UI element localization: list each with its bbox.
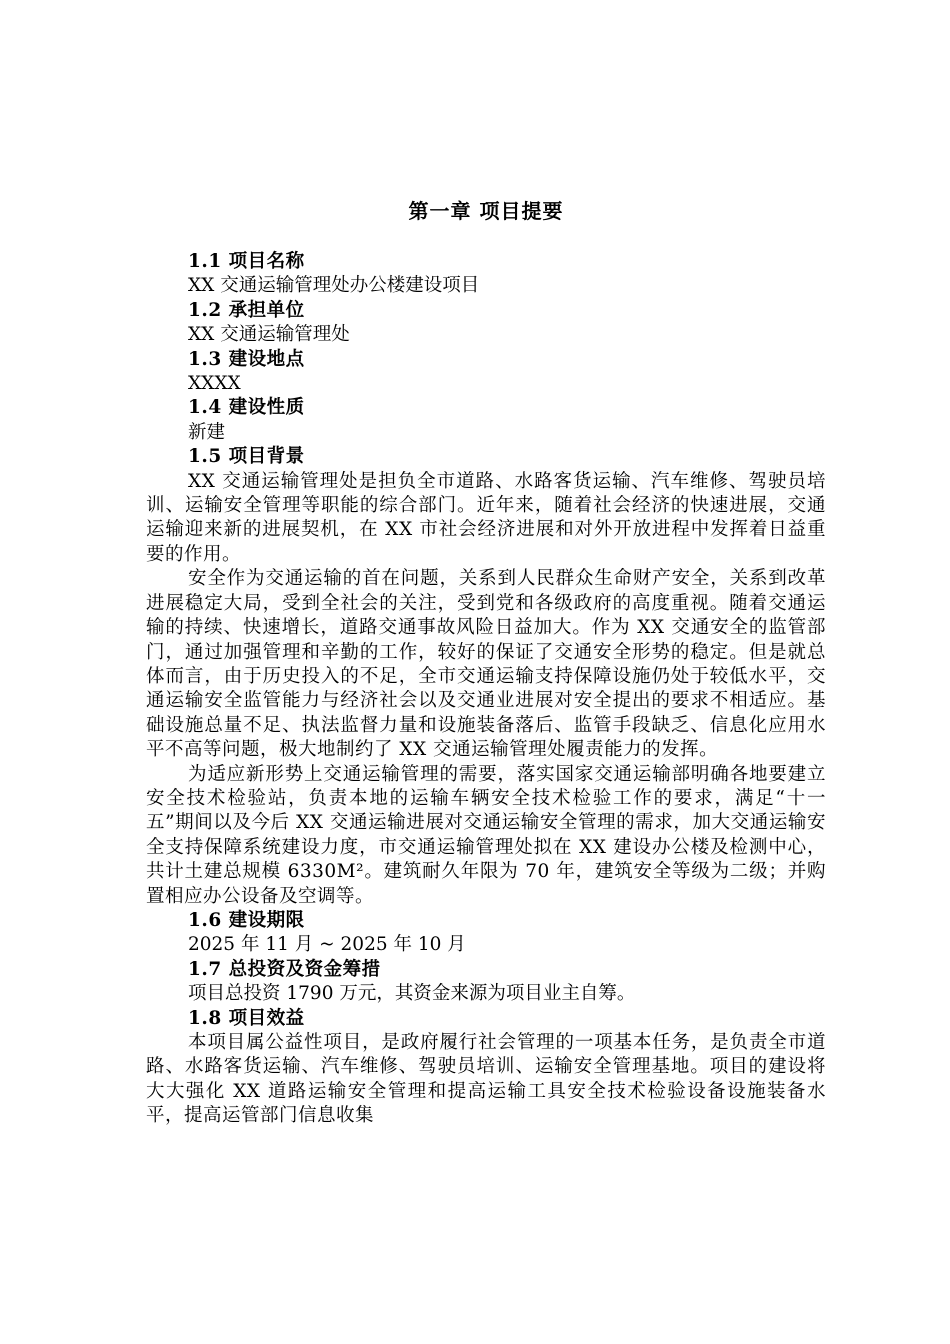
background-paragraph-3: 为适应新形势上交通运输管理的需要，落实国家交通运输部明确各地要建立安全技术检验站，负责本地的运输车辆安全技术检验工作的要求，满足“十一五”期间以及今后 XX 交通运输进展对交通运输安全管理的需求，加大交通运输安全支持保障系统建设力度，市交通运输管理处拟在 XX 建设办公楼及检测中心，共计土建总规模 6330M²。建筑耐久年限为 70 年，建筑安全等级为二级；并购置相应办公设备及空调等。: [146, 763, 826, 907]
construction-period: 2025 年 11 月 ~ 2025 年 10 月: [188, 934, 466, 956]
section-heading-1-2: 1.2 承担单位: [188, 299, 305, 321]
construction-nature: 新建: [188, 421, 226, 443]
background-paragraph-1: XX 交通运输管理处是担负全市道路、水路客货运输、汽车维修、驾驶员培训、运输安全管理等职能的综合部门。近年来，随着社会经济的快速进展，交通运输迎来新的进展契机，在 XX 市社会经济进展和对外开放进程中发挥着日益重要的作用。: [146, 470, 826, 565]
section-heading-1-1: 1.1 项目名称: [188, 251, 305, 272]
investment-funding: 项目总投资 1790 万元，其资金来源为项目业主自筹。: [188, 983, 636, 1005]
background-paragraph-2: 安全作为交通运输的首在问题，关系到人民群众生命财产安全，关系到改革进展稳定大局，受到全社会的关注，受到党和各级政府的高度重视。随着交通运输的持续、快速增长，道路交通事故风险日益加大。作为 XX 交通安全的监管部门，通过加强管理和辛勤的工作，较好的保证了交通安全形势的稳定。但是就总体而言，由于历史投入的不足，全市交通运输支持保障设施仍处于较低水平，交通运输安全监管能力与经济社会以及交通业进展对安全提出的要求不相适应。基础设施总量不足、执法监督力量和设施装备落后、监管手段缺乏、信息化应用水平不高等问题，极大地制约了 XX 交通运输管理处履责能力的发挥。: [146, 568, 826, 761]
project-name: XX 交通运输管理处办公楼建设项目: [188, 275, 480, 297]
section-heading-1-4: 1.4 建设性质: [188, 397, 305, 419]
section-heading-1-5: 1.5 项目背景: [188, 446, 305, 468]
document-page: [146, 196, 826, 1129]
chapter-title: 第一章 项目提要: [408, 199, 564, 223]
section-heading-1-3: 1.3 建设地点: [188, 348, 305, 370]
section-heading-1-8: 1.8 项目效益: [188, 1007, 305, 1029]
section-heading-1-7: 1.7 总投资及资金筹措: [188, 958, 381, 980]
section-heading-1-6: 1.6 建设期限: [188, 909, 305, 931]
undertaking-unit: XX 交通运输管理处: [188, 324, 350, 346]
construction-site: XXXX: [188, 373, 241, 395]
benefit-paragraph-1: 本项目属公益性项目，是政府履行社会管理的一项基本任务，是负责全市道路、水路客货运输、汽车维修、驾驶员培训、运输安全管理基地。项目的建设将大大强化 XX 道路运输安全管理和提高运输工具安全技术检验设备设施装备水平，提高运管部门信息收集: [146, 1032, 826, 1127]
